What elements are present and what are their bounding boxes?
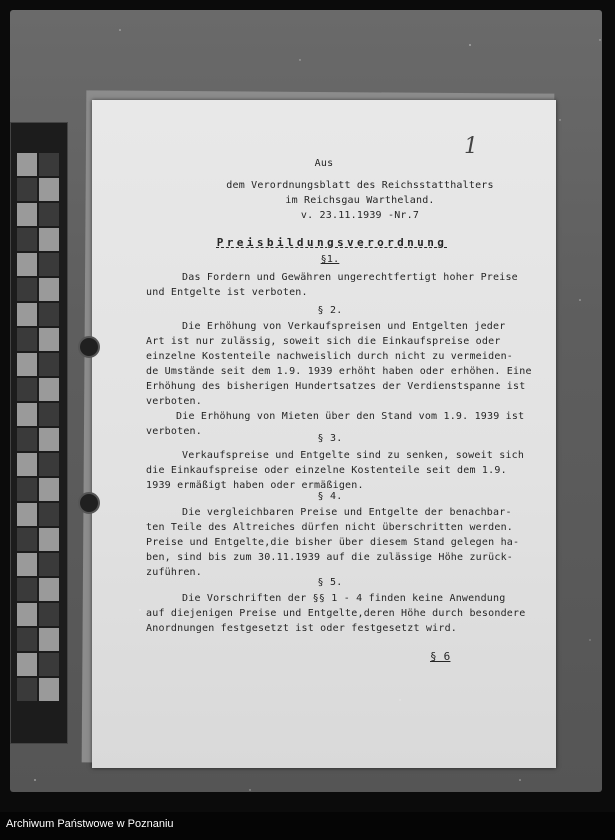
text-line: ten Teile des Altreiches dürfen nicht überschritten werden. [146,522,514,533]
section-heading: § 3. [317,433,343,444]
ruler-cells [17,153,59,713]
text-line: zuführen. [146,567,202,578]
header-line: Aus [314,158,334,169]
document-page [92,100,556,768]
text-line: und Entgelte ist verboten. [146,287,308,298]
text-line: verboten. [146,426,202,437]
text-line: Die vergleichbaren Preise und Entgelte der benachbar- [182,507,512,518]
text-line: de Umstände seit dem 1.9. 1939 erhöht haben oder erhöhen. Eine [146,366,532,377]
text-line: ben, sind bis zum 30.11.1939 auf die zulässige Höhe zurück- [146,552,514,563]
section-heading: § 2. [317,305,343,316]
text-line: verboten. [146,396,202,407]
text-line: Preise und Entgelte,die bisher über diesem Stand gelegen ha- [146,537,520,548]
archive-footer [0,812,615,840]
text-line: Erhöhung des bisherigen Hundertsatzes der Verdienstspanne ist [146,381,526,392]
text-line: Verkaufspreise und Entgelte sind zu senken, soweit sich [182,450,525,461]
section-heading: §1. [320,254,340,265]
continuation-marker: § 6 [430,650,451,663]
handwritten-page-number: 1 [464,134,479,159]
text-line: Die Vorschriften der §§ 1 - 4 finden keine Anwendung [182,593,506,604]
text-line: Anordnungen festgesetzt ist oder festgesetzt wird. [146,623,458,634]
scale-ruler [10,122,68,744]
text-line: Das Fordern und Gewähren ungerechtfertigt hoher Preise [182,272,518,283]
text-line: einzelne Kostenteile nachweislich durch nicht zu vermeiden- [146,351,514,362]
text-line: die Einkaufspreise oder einzelne Kostenteile seit dem 1.9. [146,465,507,476]
text-line: Art ist nur zulässig, soweit sich die Einkaufspreise oder [146,336,501,347]
text-line: auf diejenigen Preise und Entgelte,deren Höhe durch besondere [146,608,526,619]
header-line: v. 23.11.1939 -Nr.7 [300,210,420,221]
header-line: im Reichsgau Wartheland. [285,195,435,206]
header-line: dem Verordnungsblatt des Reichsstatthalters [226,180,494,191]
section-heading: § 4. [317,491,343,502]
text-line: Die Erhöhung von Verkaufspreisen und Entgelten jeder [182,321,506,332]
text-line: 1939 ermäßigt haben oder ermäßigen. [146,480,364,491]
text-line: Die Erhöhung von Mieten über den Stand vom 1.9. 1939 ist [176,411,525,422]
archive-label: Archiwum Państwowe w Poznaniu [6,818,174,830]
document-text [92,100,556,768]
document-title: Preisbildungsverordnung [216,236,448,249]
section-heading: § 5. [317,577,343,588]
